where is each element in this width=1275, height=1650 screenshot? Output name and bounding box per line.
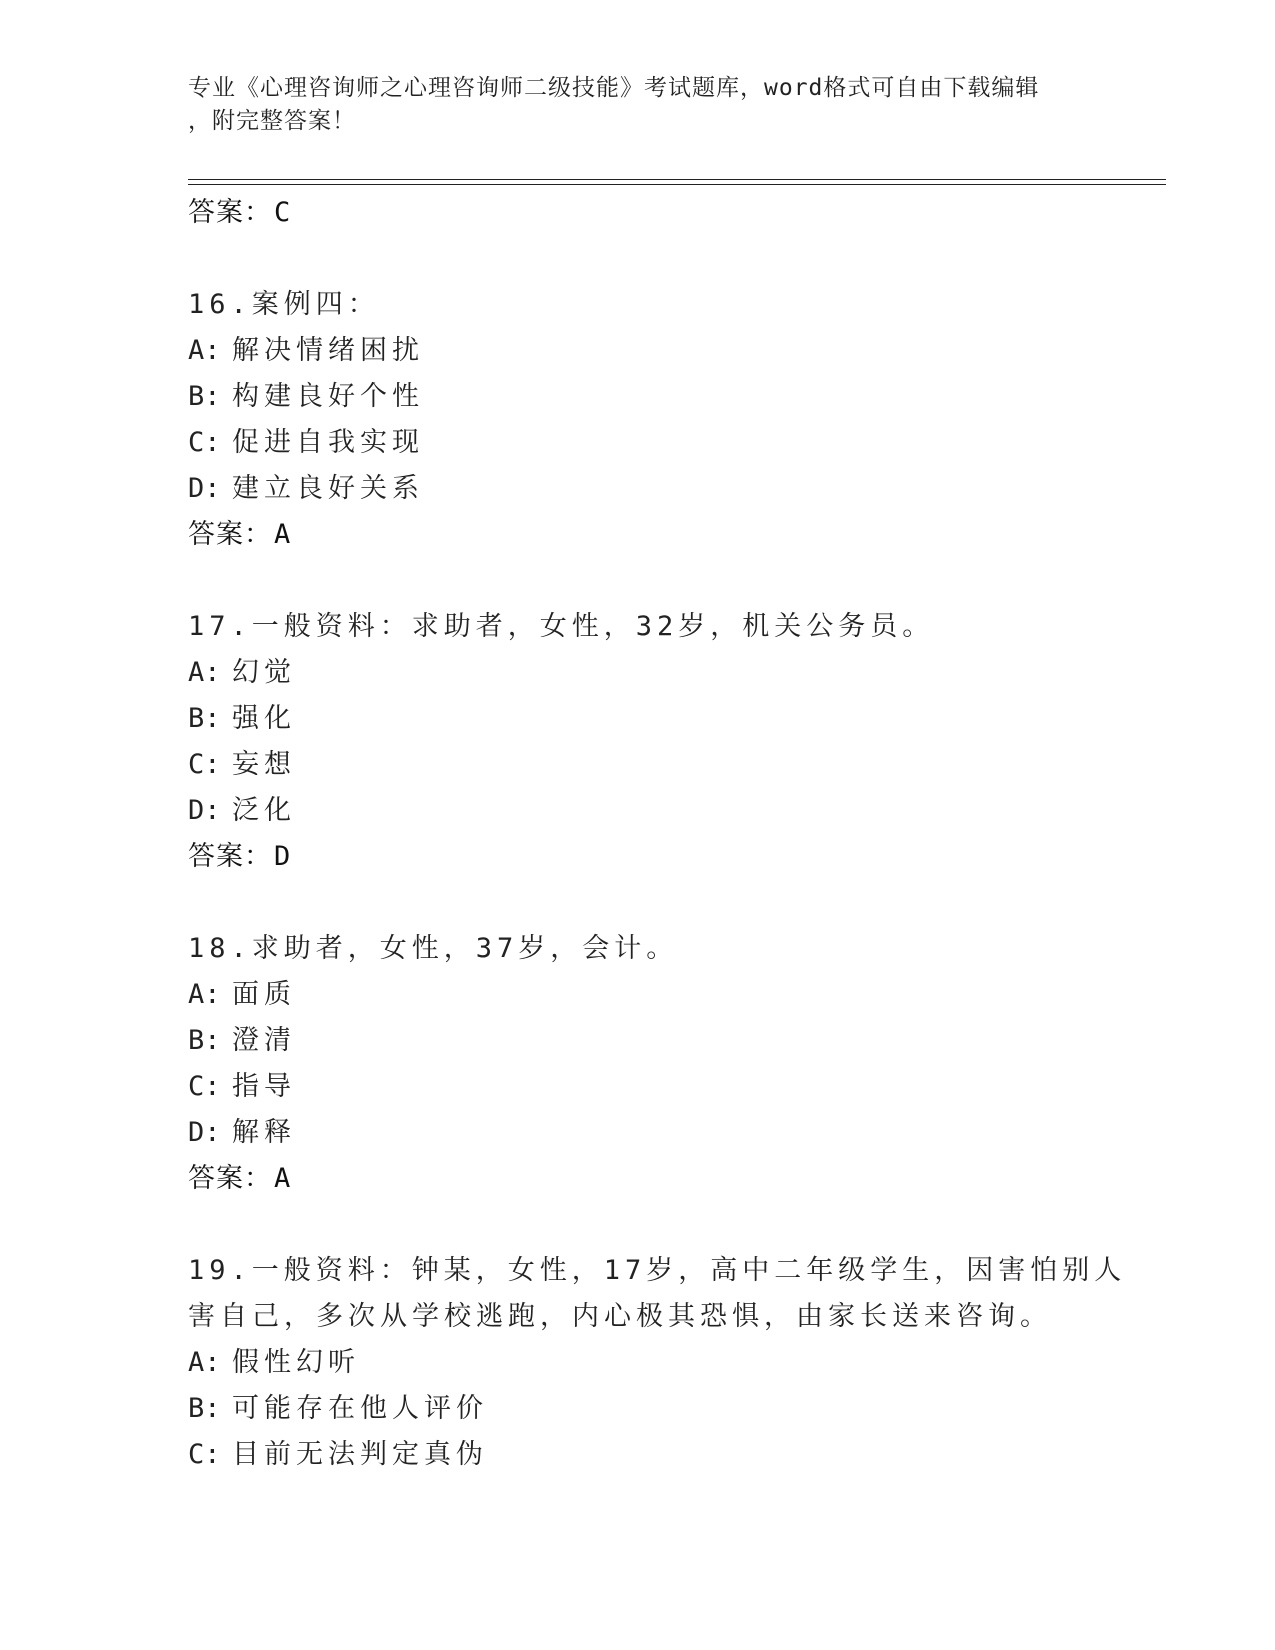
option-b xyxy=(188,374,1148,420)
option-text: 构建良好个性 xyxy=(232,381,424,412)
option-text: 可能存在他人评价 xyxy=(232,1393,488,1424)
header-line-2: ，附完整答案！ xyxy=(188,108,356,134)
answer-label: 答案： xyxy=(188,841,272,872)
option-b xyxy=(188,696,1148,742)
option-text: 目前无法判定真伪 xyxy=(232,1439,488,1470)
answer-value: A xyxy=(274,519,292,550)
option-key: B: xyxy=(188,1393,221,1424)
option-text: 泛化 xyxy=(232,795,296,826)
option-b xyxy=(188,1018,1148,1064)
option-a xyxy=(188,328,1148,374)
option-c xyxy=(188,1064,1148,1110)
option-text: 指导 xyxy=(232,1071,296,1102)
answer-value: D xyxy=(274,841,292,872)
option-text: 强化 xyxy=(232,703,296,734)
option-key: A: xyxy=(188,1347,221,1378)
option-key: A: xyxy=(188,979,221,1010)
option-text: 面质 xyxy=(232,979,296,1010)
answer-label: 答案： xyxy=(188,197,272,228)
header-line-1: 专业《心理咨询师之心理咨询师二级技能》考试题库，word格式可自由下载编辑 xyxy=(188,75,1040,101)
question-stem: 16.案例四： xyxy=(188,289,380,320)
option-a xyxy=(188,1340,1148,1386)
option-d xyxy=(188,1110,1148,1156)
option-text: 解释 xyxy=(232,1117,296,1148)
option-text: 幻觉 xyxy=(232,657,296,688)
option-b xyxy=(188,1386,1148,1432)
question-stem: 18.求助者，女性，37岁，会计。 xyxy=(188,933,679,964)
option-text: 促进自我实现 xyxy=(232,427,424,458)
option-key: C: xyxy=(188,1439,221,1470)
option-d xyxy=(188,788,1148,834)
answer-value: C xyxy=(274,197,292,228)
answer-label: 答案： xyxy=(188,1163,272,1194)
answer-line xyxy=(188,190,1148,236)
option-a xyxy=(188,972,1148,1018)
option-key: C: xyxy=(188,749,221,780)
option-text: 建立良好关系 xyxy=(232,473,424,504)
question-item xyxy=(188,282,1148,558)
option-key: D: xyxy=(188,473,221,504)
option-key: B: xyxy=(188,1025,221,1056)
document-header xyxy=(188,72,1088,138)
question-list xyxy=(188,190,1148,1478)
question-item xyxy=(188,604,1148,880)
option-text: 假性幻听 xyxy=(232,1347,360,1378)
option-key: B: xyxy=(188,703,221,734)
option-key: A: xyxy=(188,335,221,366)
question-item xyxy=(188,926,1148,1202)
header-divider-top xyxy=(188,179,1166,180)
option-c xyxy=(188,420,1148,466)
option-d xyxy=(188,466,1148,512)
question-stem: 17.一般资料：求助者，女性，32岁，机关公务员。 xyxy=(188,611,935,642)
option-c xyxy=(188,742,1148,788)
option-key: D: xyxy=(188,1117,221,1148)
option-key: B: xyxy=(188,381,221,412)
option-c xyxy=(188,1432,1148,1478)
option-text: 解决情绪困扰 xyxy=(232,335,424,366)
answer-line xyxy=(188,834,1148,880)
option-text: 澄清 xyxy=(232,1025,296,1056)
option-a xyxy=(188,650,1148,696)
option-text: 妄想 xyxy=(232,749,296,780)
option-key: C: xyxy=(188,1071,221,1102)
answer-value: A xyxy=(274,1163,292,1194)
header-divider-bottom xyxy=(188,184,1166,185)
option-key: A: xyxy=(188,657,221,688)
answer-label: 答案： xyxy=(188,519,272,550)
option-key: C: xyxy=(188,427,221,458)
answer-line xyxy=(188,1156,1148,1202)
question-stem: 19.一般资料：钟某，女性，17岁，高中二年级学生，因害怕别人害自己，多次从学校逃跑，内心极其恐惧，由家长送来咨询。 xyxy=(188,1255,1127,1332)
answer-line xyxy=(188,512,1148,558)
question-item xyxy=(188,1248,1148,1478)
option-key: D: xyxy=(188,795,221,826)
